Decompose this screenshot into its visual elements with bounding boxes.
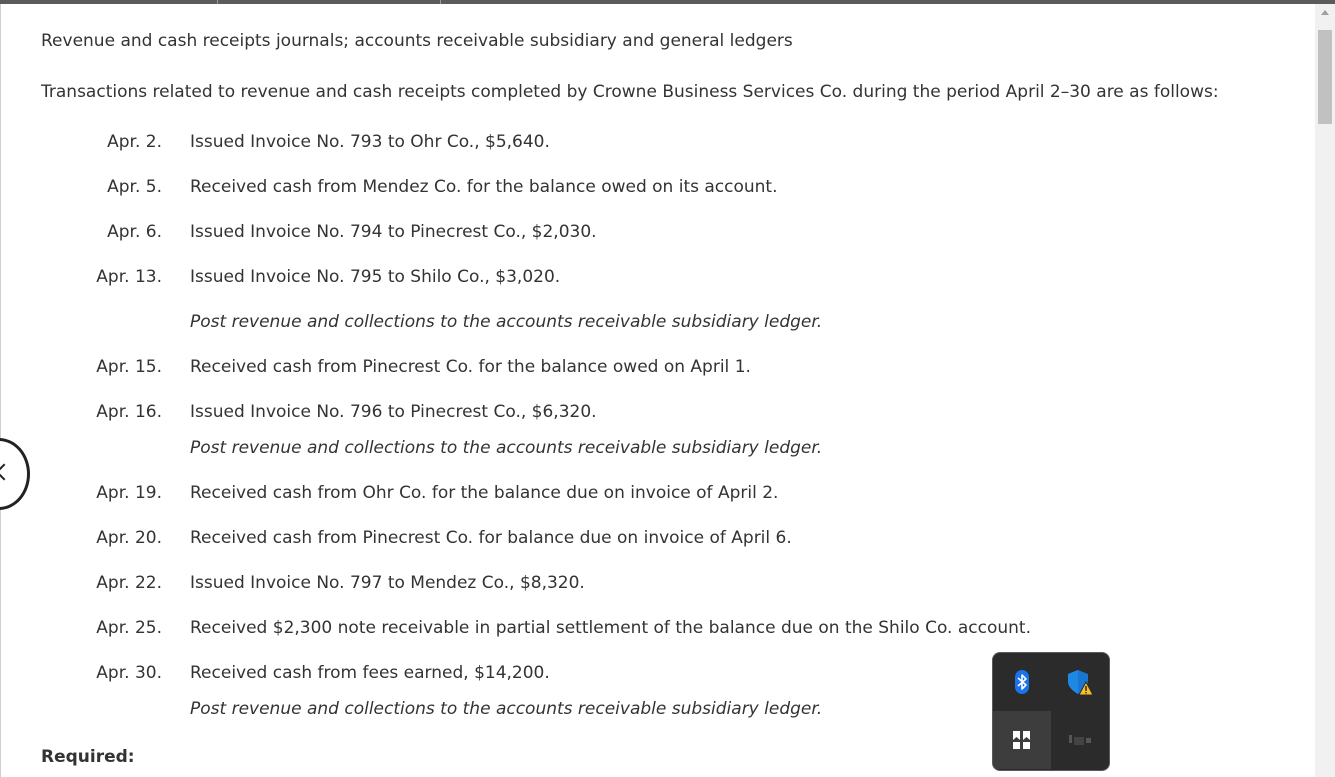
posting-note-text: Post revenue and collections to the accounts receivable subsidiary ledger. bbox=[190, 699, 823, 719]
transaction-date: Apr. 15. bbox=[96, 357, 162, 377]
posting-note bbox=[0, 312, 1200, 336]
transaction-row bbox=[0, 618, 1200, 642]
transaction-date: Apr. 20. bbox=[96, 528, 162, 548]
transaction-row bbox=[0, 573, 1200, 597]
transaction-row bbox=[0, 528, 1200, 552]
app-icon bbox=[1007, 725, 1037, 755]
required-heading: Required: bbox=[41, 747, 135, 767]
transaction-text: Received cash from Pinecrest Co. for the balance owed on April 1. bbox=[190, 357, 751, 377]
transaction-row bbox=[0, 222, 1200, 246]
system-tray-overflow bbox=[992, 652, 1110, 771]
tray-item-network[interactable] bbox=[1051, 711, 1109, 769]
transaction-text: Issued Invoice No. 797 to Mendez Co., $8,320. bbox=[190, 573, 585, 593]
posting-note bbox=[0, 438, 1200, 462]
tray-item-bluetooth[interactable] bbox=[993, 653, 1051, 711]
network-icon bbox=[1065, 725, 1095, 755]
transaction-text: Issued Invoice No. 795 to Shilo Co., $3,020. bbox=[190, 267, 561, 287]
transaction-text: Issued Invoice No. 794 to Pinecrest Co., $2,030. bbox=[190, 222, 597, 242]
transaction-date: Apr. 2. bbox=[107, 132, 162, 152]
transaction-date: Apr. 13. bbox=[96, 267, 162, 287]
transaction-row bbox=[0, 402, 1200, 426]
transaction-row bbox=[0, 132, 1200, 156]
transaction-text: Issued Invoice No. 796 to Pinecrest Co., $6,320. bbox=[190, 402, 597, 422]
transaction-text: Received cash from Pinecrest Co. for balance due on invoice of April 6. bbox=[190, 528, 792, 548]
posting-note-text: Post revenue and collections to the accounts receivable subsidiary ledger. bbox=[190, 438, 823, 458]
transaction-date: Apr. 25. bbox=[96, 618, 162, 638]
security-warning-icon bbox=[1065, 667, 1095, 697]
content-area bbox=[0, 4, 1315, 777]
transaction-text: Received cash from Ohr Co. for the balance due on invoice of April 2. bbox=[190, 483, 779, 503]
transaction-date: Apr. 30. bbox=[96, 663, 162, 683]
transaction-text: Received cash from Mendez Co. for the balance owed on its account. bbox=[190, 177, 778, 197]
problem-title: Revenue and cash receipts journals; accounts receivable subsidiary and general ledgers bbox=[41, 31, 793, 51]
posting-note-text: Post revenue and collections to the accounts receivable subsidiary ledger. bbox=[190, 312, 823, 332]
transaction-date: Apr. 5. bbox=[107, 177, 162, 197]
transaction-text: Received $2,300 note receivable in partial settlement of the balance due on the Shilo Co. account. bbox=[190, 618, 1031, 638]
chevron-left-icon bbox=[0, 464, 12, 481]
transaction-row bbox=[0, 483, 1200, 507]
transaction-text: Received cash from fees earned, $14,200. bbox=[190, 663, 550, 683]
transaction-row bbox=[0, 267, 1200, 291]
transaction-date: Apr. 16. bbox=[96, 402, 162, 422]
transaction-row bbox=[0, 177, 1200, 201]
transaction-date: Apr. 19. bbox=[96, 483, 162, 503]
tray-item-security[interactable] bbox=[1051, 653, 1109, 711]
transaction-row bbox=[0, 357, 1200, 381]
bluetooth-icon bbox=[1007, 667, 1037, 697]
tray-item-app[interactable] bbox=[993, 711, 1051, 769]
problem-intro: Transactions related to revenue and cash receipts completed by Crowne Business Services Co. during the period April 2–30 are as follows: bbox=[41, 82, 1219, 102]
transaction-date: Apr. 6. bbox=[107, 222, 162, 242]
scroll-up-arrow-icon[interactable] bbox=[1321, 10, 1329, 15]
vertical-scrollbar[interactable] bbox=[1315, 4, 1335, 777]
transaction-date: Apr. 22. bbox=[96, 573, 162, 593]
transaction-text: Issued Invoice No. 793 to Ohr Co., $5,640. bbox=[190, 132, 550, 152]
scrollbar-thumb[interactable] bbox=[1318, 30, 1332, 124]
